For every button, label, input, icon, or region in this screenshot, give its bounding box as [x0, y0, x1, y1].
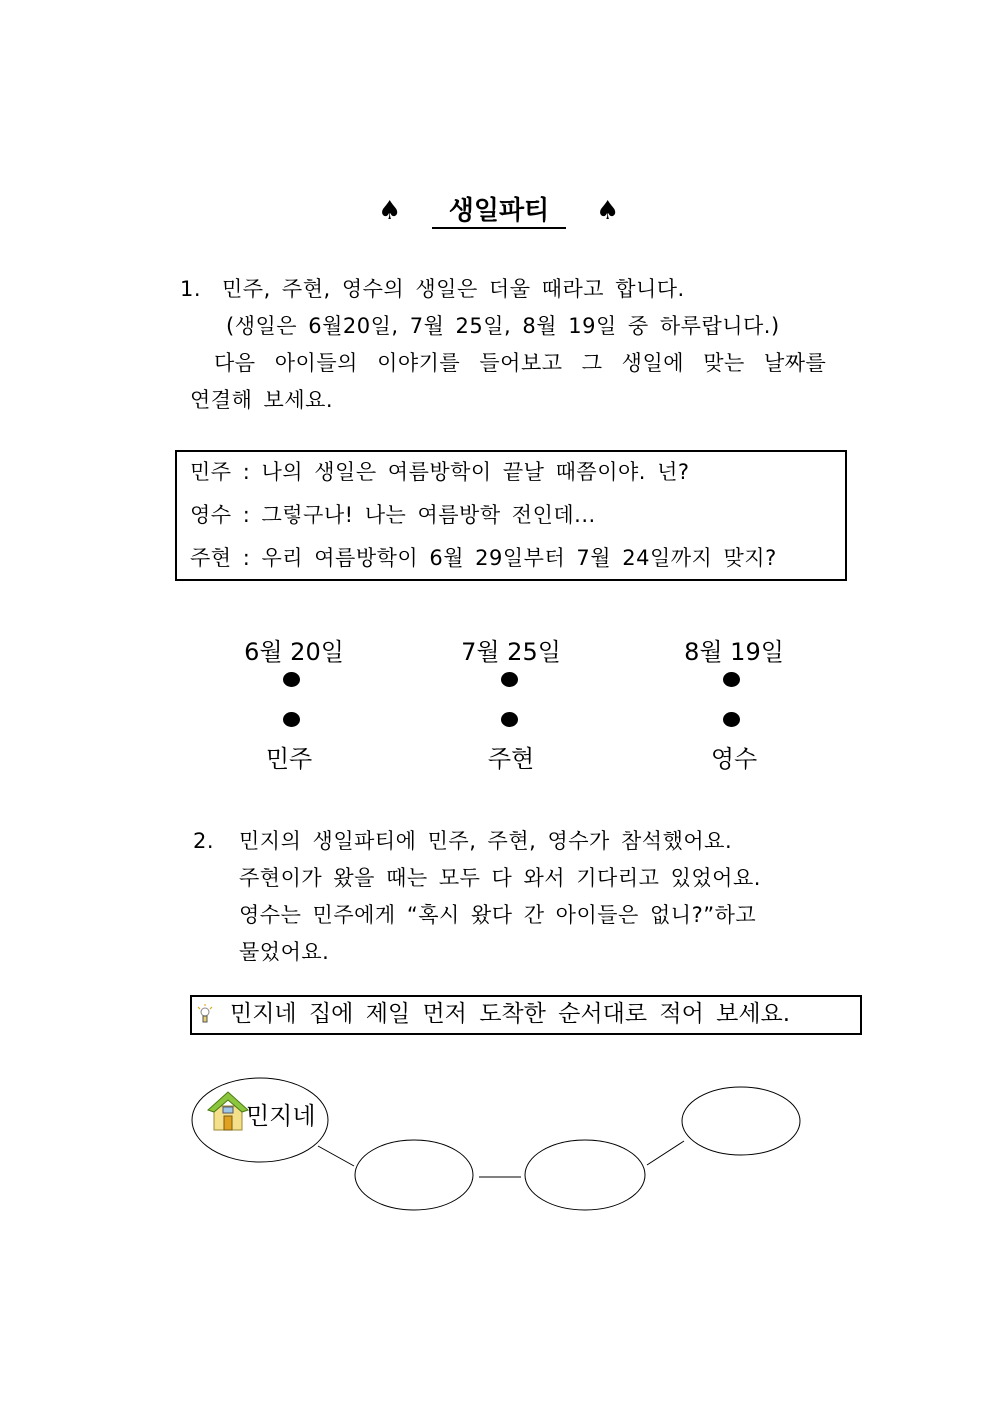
- q1-line: (생일은 6월20일, 7월 25일, 8월 19일 중 하루랍니다.): [226, 314, 780, 338]
- date-label: 7월 25일: [461, 638, 561, 666]
- connector-line: [647, 1141, 684, 1165]
- q2-line: 물었어요.: [239, 940, 330, 964]
- lightbulb-icon: [198, 1004, 212, 1022]
- q2-line: 민지의 생일파티에 민주, 주현, 영수가 참석했어요.: [239, 829, 733, 853]
- spade-icon: ♠: [378, 196, 402, 226]
- instruction-text: 민지네 집에 제일 먼저 도착한 순서대로 적어 보세요.: [230, 1001, 791, 1027]
- q2-number: 2.: [193, 829, 215, 853]
- q1-line: 민주, 주현, 영수의 생일은 더울 때라고 합니다.: [222, 277, 685, 301]
- start-label: 민지네: [246, 1102, 316, 1130]
- spade-icon: ♠: [596, 196, 620, 226]
- q1-number: 1.: [180, 277, 202, 301]
- answer-node[interactable]: [355, 1140, 473, 1210]
- name-label: 민주: [265, 745, 313, 773]
- q2-line: 주현이가 왔을 때는 모두 다 와서 기다리고 있었어요.: [239, 866, 761, 890]
- answer-node[interactable]: [525, 1140, 645, 1210]
- page-title: 생일파티: [432, 195, 566, 229]
- date-label: 8월 19일: [684, 638, 784, 666]
- dialogue-line: 주현 : 우리 여름방학이 6월 29일부터 7월 24일까지 맞지?: [190, 546, 777, 570]
- answer-node[interactable]: [682, 1087, 800, 1155]
- dialogue-line: 민주 : 나의 생일은 여름방학이 끝날 때쯤이야. 넌?: [190, 460, 690, 484]
- q1-line: 연결해 보세요.: [190, 388, 334, 412]
- connector-line: [318, 1146, 354, 1166]
- q2-line: 영수는 민주에게 “혹시 왔다 간 아이들은 없니?”하고: [239, 903, 757, 927]
- dialogue-line: 영수 : 그렇구나! 나는 여름방학 전인데...: [190, 503, 596, 527]
- name-label: 주현: [487, 745, 535, 773]
- date-label: 6월 20일: [244, 638, 344, 666]
- name-label: 영수: [710, 745, 758, 773]
- q1-line: 다음 아이들의 이야기를 들어보고 그 생일에 맞는 날짜를: [214, 351, 827, 375]
